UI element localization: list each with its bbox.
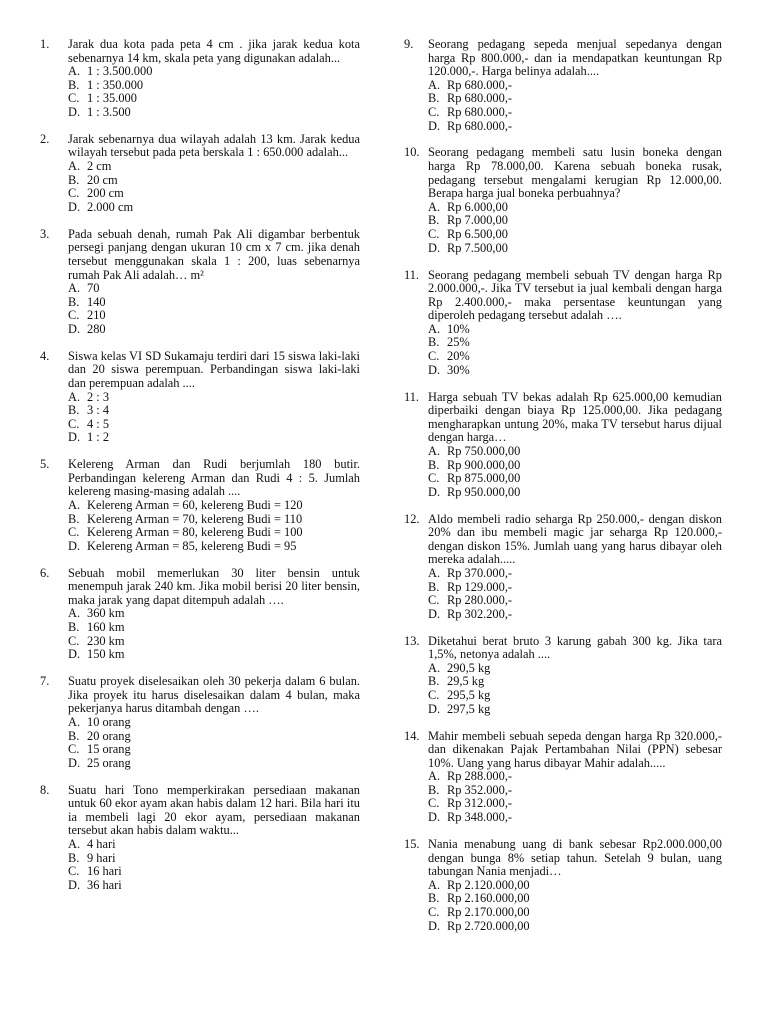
question-item <box>404 391 722 500</box>
answer-option <box>428 120 722 134</box>
answer-option <box>428 350 722 364</box>
question-text: Jarak dua kota pada peta 4 cm . jika jarak kedua kota sebenarnya 14 km, skala peta yang digunakan adalah... <box>68 37 360 65</box>
option-letter: B. <box>68 403 80 418</box>
answer-option <box>68 187 360 201</box>
option-text: Rp 875.000,00 <box>447 471 521 486</box>
option-text: Rp 348.000,- <box>447 810 513 825</box>
option-letter: D. <box>428 810 441 825</box>
option-text: 290,5 kg <box>447 660 491 675</box>
option-text: 30% <box>447 362 470 377</box>
option-letter: C. <box>68 633 80 648</box>
option-letter: C. <box>428 349 440 364</box>
question-text: Seorang pedagang membeli satu lusin boneka dengan harga Rp 78.000,00. Karena sebuah boneka rusak, pedagang tersebut mengalami kerugian Rp 12.000,00. Berapa harga jual boneka perbuahnya? <box>428 145 722 201</box>
option-letter: A. <box>428 77 441 92</box>
question-item <box>404 635 722 717</box>
question-item <box>40 38 360 120</box>
answer-option <box>68 635 360 649</box>
question-number: 1. <box>40 37 50 51</box>
option-text: 1 : 350.000 <box>87 77 144 92</box>
option-text: 230 km <box>87 633 125 648</box>
option-text: Rp 6.500,00 <box>447 227 508 242</box>
option-text: Kelereng Arman = 60, kelereng Budi = 120 <box>87 498 303 512</box>
answer-option <box>428 703 722 717</box>
option-text: 4 : 5 <box>87 416 110 431</box>
question-body <box>428 838 722 933</box>
question-number: 9. <box>404 37 414 51</box>
answer-option <box>428 581 722 595</box>
option-letter: B. <box>428 579 440 594</box>
question-item <box>404 730 722 825</box>
option-letter: B. <box>68 77 80 92</box>
answer-option <box>428 567 722 581</box>
answer-option <box>428 770 722 784</box>
answer-option <box>428 594 722 608</box>
option-text: 9 hari <box>87 850 116 865</box>
option-letter: D. <box>68 538 81 553</box>
option-letter: C. <box>428 471 440 486</box>
answer-option <box>68 499 360 513</box>
question-text: Seorang pedagang membeli sebuah TV dengan harga Rp 2.000.000,-. Jika TV tersebut ia jual kembali dengan harga Rp 2.400.000,- maka persentase keuntungan yang diperoleh pedagang tersebut adalah …. <box>428 267 722 323</box>
answer-option <box>428 79 722 93</box>
option-letter: B. <box>68 172 80 187</box>
option-text: 20 orang <box>87 728 131 743</box>
option-text: 70 <box>87 281 100 296</box>
question-text: Pada sebuah denah, rumah Pak Ali digambar berbentuk persegi panjang dengan ukuran 10 cm x 7 cm. jika denah tersebut menggunakan skala 1 : 200, luas sebenarnya rumah Pak Ali adalah… m² <box>68 226 360 282</box>
question-text: Jarak sebenarnya dua wilayah adalah 13 km. Jarak kedua wilayah tersebut pada peta berskala 1 : 650.000 adalah... <box>68 131 360 160</box>
question-body <box>68 350 360 445</box>
option-text: Rp 6.000,00 <box>447 199 508 214</box>
question-body <box>428 269 722 378</box>
option-text: Rp 2.120.000,00 <box>447 877 530 892</box>
option-letter: D. <box>68 755 81 770</box>
answer-option <box>68 513 360 527</box>
answer-option <box>428 92 722 106</box>
option-text: Rp 950.000,00 <box>447 484 521 499</box>
option-text: Rp 370.000,- <box>447 565 513 580</box>
option-text: Rp 280.000,- <box>447 593 513 608</box>
option-letter: D. <box>428 918 441 933</box>
question-item <box>404 269 722 378</box>
question-item <box>40 133 360 215</box>
option-letter: B. <box>428 782 440 797</box>
answer-option <box>68 730 360 744</box>
option-text: 1 : 3.500.000 <box>87 64 153 79</box>
question-text: Seorang pedagang sepeda menjual sepedanya dengan harga Rp 800.000,- dan ia mendapatkan keuntungan Rp 120.000,-. Harga belinya adalah.... <box>428 37 722 79</box>
question-body <box>68 567 360 662</box>
question-body <box>68 458 360 553</box>
question-item <box>404 38 722 133</box>
option-letter: D. <box>428 362 441 377</box>
question-body <box>428 38 722 133</box>
option-text: Rp 680.000,- <box>447 118 513 133</box>
option-text: Rp 352.000,- <box>447 782 513 797</box>
answer-option <box>428 364 722 378</box>
option-text: Rp 900.000,00 <box>447 457 521 472</box>
option-text: Kelereng Arman = 70, kelereng Budi = 110 <box>87 511 303 526</box>
option-letter: A. <box>428 321 441 336</box>
question-number: 3. <box>40 226 50 241</box>
option-letter: D. <box>428 484 441 499</box>
option-text: 160 km <box>87 620 125 635</box>
option-text: 20 cm <box>87 172 118 187</box>
answer-option <box>68 865 360 879</box>
answer-option <box>68 404 360 418</box>
option-letter: A. <box>68 714 81 729</box>
answer-option <box>68 838 360 852</box>
option-text: 36 hari <box>87 877 122 892</box>
answer-option <box>68 106 360 120</box>
answer-option <box>428 228 722 242</box>
option-letter: D. <box>428 701 441 716</box>
answer-option <box>428 242 722 256</box>
option-letter: B. <box>68 511 80 526</box>
option-text: 16 hari <box>87 864 122 879</box>
question-text: Suatu hari Tono memperkirakan persediaan makanan untuk 60 ekor ayam akan habis dalam 12 hari. Bila hari itu ia membeli lagi 20 ekor ayam, persediaan makanan tersebut akan habis dalam waktu... <box>68 782 360 838</box>
option-text: 2 : 3 <box>87 389 110 404</box>
option-text: 140 <box>87 294 106 309</box>
question-item <box>40 458 360 553</box>
question-number: 15. <box>404 836 420 851</box>
answer-option <box>428 486 722 500</box>
question-item <box>40 567 360 662</box>
question-number: 6. <box>40 565 50 580</box>
question-text: Nania menabung uang di bank sebesar Rp2.000.000,00 dengan bunga 8% setiap tahun. Setelah 9 bulan, uang tabungan Nania menjadi… <box>428 836 722 879</box>
option-text: Rp 7.500,00 <box>447 240 508 255</box>
question-number: 4. <box>40 348 50 363</box>
question-item <box>404 513 722 622</box>
option-letter: B. <box>68 728 80 743</box>
option-letter: C. <box>68 186 80 201</box>
question-text: Harga sebuah TV bekas adalah Rp 625.000,00 kemudian diperbaiki dengan biaya Rp 125.000,00. Jika pedagang mengharapkan untung 20%, maka TV tersebut harus dijual dengan harga… <box>428 389 722 445</box>
option-letter: D. <box>68 877 81 892</box>
option-letter: C. <box>68 416 80 431</box>
option-letter: D. <box>68 321 81 336</box>
answer-option <box>68 282 360 296</box>
option-text: 210 <box>87 308 106 323</box>
question-item <box>404 838 722 933</box>
option-letter: C. <box>428 904 440 919</box>
option-letter: A. <box>68 64 81 79</box>
answer-option <box>68 621 360 635</box>
option-letter: A. <box>68 836 81 851</box>
option-text: 20% <box>447 349 470 364</box>
answer-option <box>68 65 360 79</box>
option-letter: D. <box>68 104 81 119</box>
option-letter: A. <box>68 281 81 296</box>
answer-option <box>68 540 360 554</box>
question-body <box>428 513 722 622</box>
answer-option <box>428 675 722 689</box>
answer-option <box>68 296 360 310</box>
option-letter: A. <box>68 389 81 404</box>
answer-option <box>68 743 360 757</box>
option-text: Rp 288.000,- <box>447 769 513 784</box>
answer-option <box>428 445 722 459</box>
option-text: Rp 7.000,00 <box>447 213 508 228</box>
answer-option <box>428 920 722 934</box>
option-text: 295,5 kg <box>447 688 491 703</box>
option-letter: D. <box>428 240 441 255</box>
option-text: 150 km <box>87 647 125 662</box>
question-item <box>40 228 360 337</box>
question-text: Mahir membeli sebuah sepeda dengan harga Rp 320.000,- dan dikenakan Pajak Pertambahan Nilai (PPN) sebesar 10%. Uang yang harus dibayar Mahir adalah..... <box>428 728 722 770</box>
question-body <box>428 730 722 825</box>
answer-option <box>68 648 360 662</box>
answer-option <box>428 214 722 228</box>
option-text: Rp 680.000,- <box>447 91 513 106</box>
question-column-right <box>404 38 722 946</box>
question-text: Kelereng Arman dan Rudi berjumlah 180 butir. Perbandingan kelereng Arman dan Rudi 4 : 5. Jumlah kelereng masing-masing adalah .... <box>68 457 360 499</box>
option-letter: C. <box>428 227 440 242</box>
option-text: 3 : 4 <box>87 403 110 418</box>
answer-option <box>68 309 360 323</box>
option-letter: C. <box>68 742 80 757</box>
answer-option <box>428 201 722 215</box>
option-text: 200 cm <box>87 186 124 201</box>
option-text: Rp 2.170.000,00 <box>447 904 530 919</box>
option-letter: A. <box>428 565 441 580</box>
option-letter: A. <box>428 769 441 784</box>
option-letter: C. <box>68 308 80 323</box>
option-text: 360 km <box>87 606 125 621</box>
answer-option <box>68 323 360 337</box>
question-body <box>428 146 722 255</box>
question-number: 11. <box>404 389 420 404</box>
option-letter: D. <box>68 430 81 445</box>
question-number: 12. <box>404 511 420 526</box>
option-letter: A. <box>68 159 81 174</box>
option-text: Rp 680.000,- <box>447 104 513 119</box>
option-text: 4 hari <box>87 836 116 851</box>
answer-option <box>428 811 722 825</box>
option-text: 1 : 35.000 <box>87 91 137 106</box>
option-letter: B. <box>428 91 440 106</box>
option-letter: B. <box>428 674 440 689</box>
question-number: 2. <box>40 131 50 146</box>
option-letter: A. <box>428 443 441 458</box>
answer-option <box>428 689 722 703</box>
option-letter: C. <box>428 593 440 608</box>
answer-option <box>428 323 722 337</box>
answer-option <box>68 879 360 893</box>
option-text: Rp 680.000,- <box>447 77 513 92</box>
option-letter: A. <box>428 877 441 892</box>
question-body <box>428 391 722 500</box>
option-letter: B. <box>68 620 80 635</box>
option-text: 25 orang <box>87 755 131 770</box>
option-letter: C. <box>428 688 440 703</box>
option-letter: C. <box>428 104 440 119</box>
option-text: 10% <box>447 321 470 336</box>
option-letter: A. <box>68 498 81 512</box>
answer-option <box>428 608 722 622</box>
question-item <box>40 675 360 770</box>
option-text: 25% <box>447 335 470 350</box>
answer-option <box>428 879 722 893</box>
option-letter: B. <box>428 457 440 472</box>
question-item <box>404 146 722 255</box>
option-text: Rp 2.720.000,00 <box>447 918 530 933</box>
question-text: Sebuah mobil memerlukan 30 liter bensin untuk menempuh jarak 240 km. Jika mobil berisi 20 liter bensin, maka jarak yang dapat ditempuh adalah …. <box>68 565 360 607</box>
answer-option <box>68 174 360 188</box>
option-letter: B. <box>68 850 80 865</box>
option-text: Rp 302.200,- <box>447 606 513 621</box>
option-letter: A. <box>68 606 81 621</box>
question-item <box>40 784 360 893</box>
question-number: 13. <box>404 633 420 648</box>
answer-option <box>428 459 722 473</box>
option-text: Rp 129.000,- <box>447 579 513 594</box>
option-letter: A. <box>428 199 441 214</box>
option-letter: C. <box>428 796 440 811</box>
answer-option <box>428 662 722 676</box>
answer-option <box>68 201 360 215</box>
option-text: 15 orang <box>87 742 131 757</box>
option-text: 10 orang <box>87 714 131 729</box>
option-text: Kelereng Arman = 80, kelereng Budi = 100 <box>87 525 303 540</box>
option-text: 29,5 kg <box>447 674 485 689</box>
answer-option <box>428 906 722 920</box>
answer-option <box>428 106 722 120</box>
option-letter: C. <box>68 91 80 106</box>
answer-option <box>68 92 360 106</box>
question-body <box>68 784 360 893</box>
answer-option <box>68 418 360 432</box>
question-text: Aldo membeli radio seharga Rp 250.000,- dengan diskon 20% dan ibu membeli magic jar seharga Rp 120.000,- dengan diskon 15%. Jumlah uang yang harus dibayar oleh mereka adalah..... <box>428 511 722 567</box>
question-number: 14. <box>404 728 420 743</box>
option-text: 1 : 2 <box>87 430 110 445</box>
question-body <box>68 228 360 337</box>
answer-option <box>68 716 360 730</box>
question-number: 5. <box>40 457 50 472</box>
option-letter: B. <box>68 294 80 309</box>
question-body <box>428 635 722 717</box>
answer-option <box>428 797 722 811</box>
answer-option <box>428 336 722 350</box>
option-text: Rp 750.000,00 <box>447 443 521 458</box>
question-text: Siswa kelas VI SD Sukamaju terdiri dari 15 siswa laki-laki dan 20 siswa perempuan. Perbandingan siswa laki-laki dan perempuan adalah .... <box>68 348 360 390</box>
answer-option <box>428 472 722 486</box>
question-item <box>40 350 360 445</box>
option-letter: B. <box>428 335 440 350</box>
answer-option <box>68 391 360 405</box>
answer-option <box>68 526 360 540</box>
question-number: 7. <box>40 674 50 689</box>
question-body <box>68 38 360 120</box>
option-letter: C. <box>68 864 80 879</box>
option-letter: D. <box>428 606 441 621</box>
question-number: 10. <box>404 145 420 160</box>
answer-option <box>68 79 360 93</box>
question-body <box>68 133 360 215</box>
option-text: Rp 2.160.000,00 <box>447 891 530 906</box>
option-letter: C. <box>68 525 80 540</box>
option-text: Rp 312.000,- <box>447 796 513 811</box>
option-text: 2.000 cm <box>87 199 134 214</box>
option-letter: B. <box>428 213 440 228</box>
question-number: 8. <box>40 782 50 797</box>
option-letter: D. <box>68 647 81 662</box>
answer-option <box>68 431 360 445</box>
question-body <box>68 675 360 770</box>
option-text: 1 : 3.500 <box>87 104 131 119</box>
question-text: Suatu proyek diselesaikan oleh 30 pekerja dalam 6 bulan. Jika proyek itu harus diselesaikan dalam 4 bulan, maka pekerjanya harus ditambah dengan …. <box>68 674 360 716</box>
answer-option <box>428 784 722 798</box>
option-text: 297,5 kg <box>447 701 491 716</box>
answer-option <box>428 892 722 906</box>
option-letter: A. <box>428 660 441 675</box>
option-letter: D. <box>428 118 441 133</box>
answer-option <box>68 852 360 866</box>
answer-option <box>68 757 360 771</box>
option-text: 2 cm <box>87 159 112 174</box>
option-text: Kelereng Arman = 85, kelereng Budi = 95 <box>87 538 297 553</box>
option-text: 280 <box>87 321 106 336</box>
question-column-left <box>40 38 360 906</box>
question-number: 11. <box>404 267 420 282</box>
answer-option <box>68 607 360 621</box>
question-text: Diketahui berat bruto 3 karung gabah 300 kg. Jika tara 1,5%, netonya adalah .... <box>428 633 722 662</box>
answer-option <box>68 160 360 174</box>
option-letter: B. <box>428 891 440 906</box>
option-letter: D. <box>68 199 81 214</box>
